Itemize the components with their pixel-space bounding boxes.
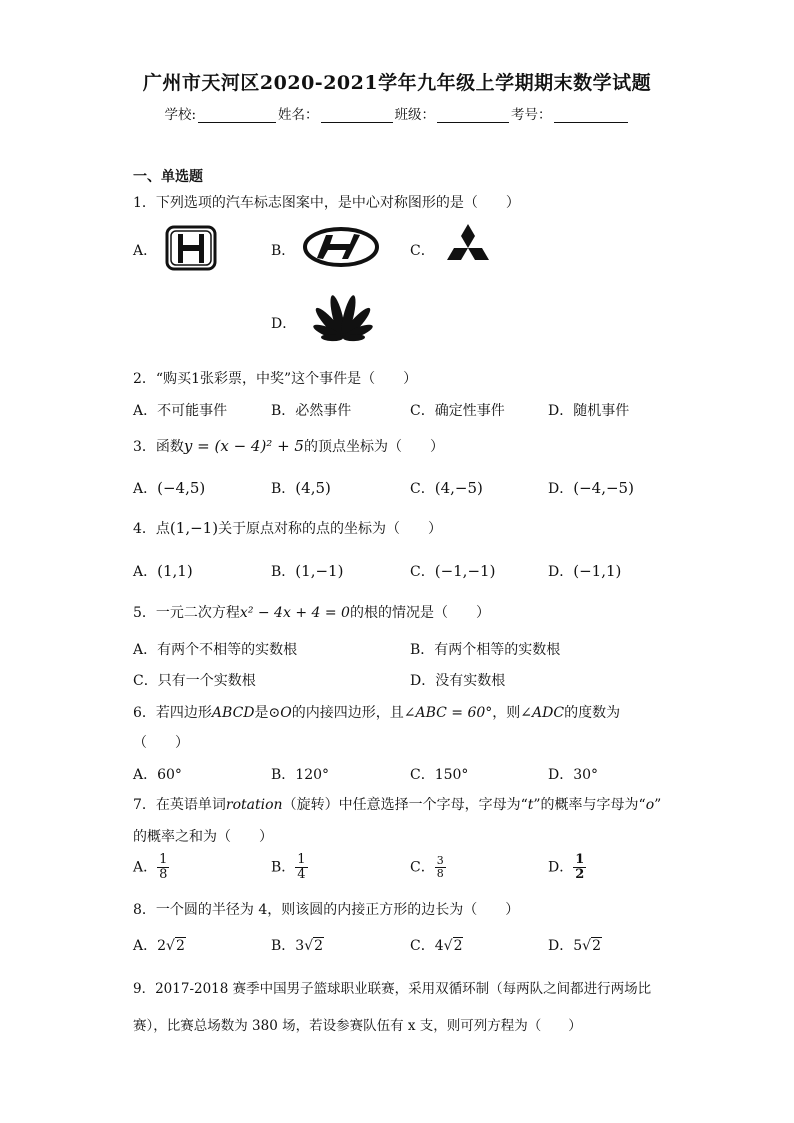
q7-stem [133, 794, 661, 814]
student-info-line [0, 103, 794, 123]
q3-d-label: D． [548, 481, 574, 497]
q4-point: (1,−1) [169, 519, 219, 537]
q6-stem [133, 702, 620, 722]
q2-option-d: D．随机事件 [548, 403, 630, 419]
q7-d-num: 1 [575, 852, 585, 867]
q5-option-b: B．有两个相等的实数根 [410, 642, 561, 658]
q7-d-label: D． [548, 859, 574, 876]
q3-a-label: A． [133, 481, 158, 497]
q4-c-label: C． [410, 564, 435, 580]
q3-option-d [548, 478, 634, 498]
q7-b-fraction [295, 853, 307, 882]
q6-mid3: ，则 [492, 705, 521, 721]
q7-option-b [271, 853, 308, 882]
q3-option-a [133, 478, 205, 498]
q6-angle2: ∠ADC [520, 705, 565, 721]
q4-option-c [410, 561, 495, 581]
q4-b-label: B． [271, 564, 296, 580]
q7-pre: 7．在英语单词 [133, 797, 226, 813]
name-blank [321, 122, 393, 123]
q7-c-num: 3 [436, 854, 444, 867]
q8-a-sqrt: √2 [166, 938, 185, 954]
q5-stem [133, 602, 490, 622]
q5-option-c: C．只有一个实数根 [133, 673, 256, 689]
q7-c-den: 8 [436, 867, 444, 880]
q7-mid: （旋转）中任意选择一个字母，字母为“ [282, 797, 528, 813]
huawei-logo-icon [303, 294, 383, 346]
q8-d-sqrt: √2 [582, 938, 601, 954]
q8-option-c [410, 935, 463, 955]
q7-option-d [548, 853, 586, 882]
q8-b-coef: 3 [295, 938, 305, 954]
q3-c-value: (4,−5) [434, 479, 483, 497]
q7-end: ” [654, 797, 662, 813]
q3-pre: 3．函数 [133, 439, 184, 455]
q6-post: 的度数为 [564, 705, 621, 721]
q3-c-label: C． [410, 481, 435, 497]
name-label: 姓名： [278, 107, 319, 123]
class-blank [437, 122, 509, 123]
school-label: 学校: [164, 107, 197, 123]
q3-d-value: (−4,−5) [573, 479, 634, 497]
q7-mid2: ”的概率与字母为“ [533, 797, 646, 813]
q3-a-value: (−4,5) [157, 479, 206, 497]
q7-option-a [133, 853, 169, 882]
class-label: 班级： [394, 107, 436, 123]
q3-stem [133, 436, 444, 456]
q8-c-radicand: 2 [453, 938, 463, 954]
q6-pre: 6．若四边形 [133, 705, 212, 721]
section-heading: 一、单选题 [133, 169, 203, 185]
q4-d-label: D． [548, 564, 574, 580]
q5-pre: 5．一元二次方程 [133, 605, 240, 621]
q8-d-label: D． [548, 938, 574, 954]
q7-word: rotation [225, 797, 283, 813]
q9-stem-line1: 9．2017-2018 赛季中国男子篮球职业联赛，采用双循环制（每两队之间都进行两场比 [133, 981, 652, 997]
number-label: 考号： [511, 107, 552, 123]
q4-stem [133, 518, 442, 538]
q4-a-value: (1,1) [157, 562, 193, 580]
q3-formula: y = (x − 4)² + 5 [183, 437, 304, 455]
q4-post: 关于原点对称的点的坐标为（ ） [218, 521, 443, 537]
q5-post: 的根的情况是（ ） [349, 605, 490, 621]
q5-option-a: A．有两个不相等的实数根 [133, 642, 298, 658]
q4-option-a [133, 561, 193, 581]
honda-logo-icon [165, 225, 217, 271]
q1-option-a-label: A． [133, 243, 158, 259]
q7-c-fraction [435, 855, 446, 880]
q7-option-c [410, 855, 446, 880]
q9-stem-line2: 赛），比赛总场数为 380 场，若设参赛队伍有 x 支，则可列方程为（ ） [133, 1018, 582, 1034]
q8-a-coef: 2 [157, 938, 167, 954]
q4-pre: 4．点 [133, 521, 170, 537]
q2-stem: 2．“购买1张彩票，中奖”这个事件是（ ） [133, 371, 418, 387]
school-blank [198, 122, 276, 123]
q6-circle: ⊙O [268, 705, 292, 721]
q8-d-coef: 5 [573, 938, 583, 954]
q4-b-value: (1,−1) [295, 562, 344, 580]
q3-option-b [271, 478, 331, 498]
q4-c-value: (−1,−1) [434, 562, 496, 580]
q8-option-a [133, 935, 186, 955]
q8-option-d [548, 935, 602, 955]
q8-a-radicand: 2 [175, 938, 185, 954]
q3-option-c [410, 478, 483, 498]
q6-option-b: B．120° [271, 767, 330, 783]
q8-b-label: B． [271, 938, 296, 954]
q7-c-label: C． [410, 859, 435, 876]
q8-c-label: C． [410, 938, 435, 954]
q7-a-fraction [157, 853, 169, 882]
q8-stem: 8．一个圆的半径为 4，则该圆的内接正方形的边长为（ ） [133, 902, 520, 918]
q6-quad: ABCD [211, 705, 255, 721]
mitsubishi-logo-icon [442, 222, 494, 270]
q4-a-label: A． [133, 564, 158, 580]
q7-b-den: 4 [297, 867, 306, 882]
number-blank [554, 122, 628, 123]
q6-mid2: 的内接四边形，且 [291, 705, 404, 721]
q7-b-num: 1 [297, 852, 306, 867]
q1-option-c-label: C． [410, 243, 435, 259]
q8-b-radicand: 2 [314, 938, 324, 954]
q2-option-c: C．确定性事件 [410, 403, 505, 419]
q6-angle: ∠ABC = 60° [403, 705, 493, 721]
q4-option-d [548, 561, 621, 581]
q8-b-sqrt: √2 [304, 938, 324, 954]
q6-option-d: D．30° [548, 767, 599, 783]
hyundai-logo-icon [302, 226, 380, 268]
q6-stem-line2: （ ） [133, 735, 189, 751]
q7-letter-o: o [645, 797, 655, 813]
q5-formula: x² − 4x + 4 = 0 [239, 605, 350, 621]
q7-letter-t: t [527, 797, 534, 813]
q6-option-a: A．60° [133, 767, 182, 783]
q3-post: 的顶点坐标为（ ） [303, 439, 444, 455]
q4-d-value: (−1,1) [573, 562, 622, 580]
q6-mid1: 是 [254, 705, 269, 721]
q7-d-fraction [573, 853, 586, 882]
q7-d-den: 2 [575, 867, 585, 882]
q7-a-den: 8 [159, 867, 168, 882]
q8-c-coef: 4 [434, 938, 444, 954]
q4-option-b [271, 561, 343, 581]
q1-stem: 1．下列选项的汽车标志图案中，是中心对称图形的是（ ） [133, 195, 520, 211]
q3-b-label: B． [271, 481, 296, 497]
q6-option-c: C．150° [410, 767, 469, 783]
q1-option-b-label: B． [271, 243, 296, 259]
q8-a-label: A． [133, 938, 158, 954]
q2-option-a: A．不可能事件 [133, 403, 228, 419]
q7-b-label: B． [271, 859, 296, 876]
q7-a-num: 1 [159, 852, 168, 867]
page-title: 广州市天河区2020-2021学年九年级上学期期末数学试题 [142, 72, 652, 94]
q5-option-d: D．没有实数根 [410, 673, 506, 689]
q7-stem-line2: 的概率之和为（ ） [133, 829, 273, 845]
q7-a-label: A． [133, 859, 158, 876]
q8-d-radicand: 2 [592, 938, 601, 954]
q2-option-b: B．必然事件 [271, 403, 352, 419]
q8-c-sqrt: √2 [443, 938, 463, 954]
q8-option-b [271, 935, 324, 955]
q3-b-value: (4,5) [295, 479, 331, 497]
q1-option-d-label: D． [271, 316, 297, 332]
